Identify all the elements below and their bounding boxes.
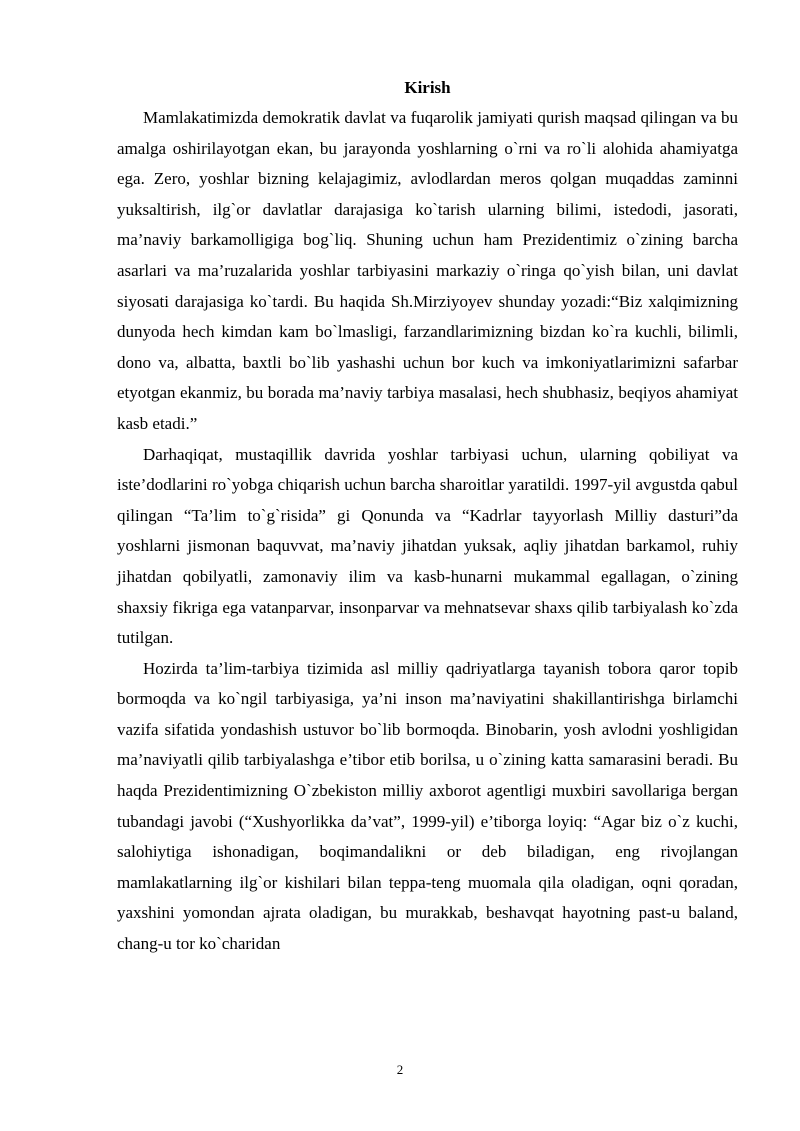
document-body (117, 76, 738, 960)
paragraph-independence: Darhaqiqat, mustaqillik davrida yoshlar tarbiyasi uchun, ularning qobiliyat va iste’dodlarini ro`yobga chiqarish uchun barcha sharoitlar yaratildi. 1997-yil avgustda qabul qilingan “Ta’lim to`g`risida” gi Qonunda va “Kadrlar tayyorlash Milliy dasturi”da yoshlarni jismonan baquvvat, ma’naviy jihatdan yuksak, aqliy jihatdan barkamol, ruhiy jihatdan qobilyatli, zamonaviy ilim va kasb-hunarni mukammal egallagan, o`zining shaxsiy fikriga ega vatanparvar, insonparvar va mehnatsevar shaxs qilib tarbiyalash ko`zda tutilgan. (117, 444, 738, 648)
paragraph-education: Hozirda ta’lim-tarbiya tizimida asl milliy qadriyatlarga tayanish tobora qaror topib bormoqda va ko`ngil tarbiyasiga, ya’ni inson ma’naviyatini shakillantirishga birlamchi vazifa sifatida yondashish ustuvor bo`lib bormoqda. Binobarin, yosh avlodni yoshligidan ma’naviyatli qilib tarbiyalashga e’tibor etib borilsa, u o`zining katta samarasini beradi. Bu haqda Prezidentimizning O`zbekiston milliy axborot agentligi muxbiri savollariga bergan tubandagi javobi (“Xushyorlikka da’vat”, 1999-yil) e’tiborga loyiq: “Agar biz o`z kuchi, salohiytiga ishonadigan, boqimandalikni or deb biladigan, eng rivojlangan mamlakatlarning ilg`or kishilari bilan teppa-teng muomala qila oladigan, oqni qoradan, yaxshini yomondan ajrata oladigan, bu murakkab, beshavqat hayotning past-u baland, chang-u tor ko`charidan (117, 658, 738, 954)
section-title: Kirish (404, 78, 451, 97)
page-number: 2 (396, 1062, 404, 1077)
paragraph-intro: Mamlakatimizda demokratik davlat va fuqarolik jamiyati qurish maqsad qilingan va bu amalga oshirilayotgan ekan, bu jarayonda yoshlarning o`rni va ro`li alohida ahamiyatga ega. Zero, yoshlar bizning kelajagimiz, avlodlardan meros qolgan muqaddas zaminni yuksaltirish, ilg`or davlatlar darajasiga ko`tarish ularning bilimi, istedodi, jasorati, ma’naviy barkamolligiga bog`liq. Shuning uchun ham Prezidentimiz o`zining barcha asarlari va ma’ruzalarida yoshlar tarbiyasini markaziy o`ringa qo`yish bilan, uni davlat siyosati darajasiga ko`tardi. Bu haqida Sh.Mirziyoyev shunday yozadi:“Biz xalqimizning dunyoda hech kimdan kam bo`lmasligi, farzandlarimizning bizdan ko`ra kuchli, bilimli, dono va, albatta, baxtli bo`lib yashashi uchun bor kuch va imkoniyatlarimizni safarbar etyotgan ekanmiz, bu borada ma’naviy tarbiya masalasi, hech shubhasiz, beqiyos ahamiyat kasb etadi.” (117, 108, 738, 433)
